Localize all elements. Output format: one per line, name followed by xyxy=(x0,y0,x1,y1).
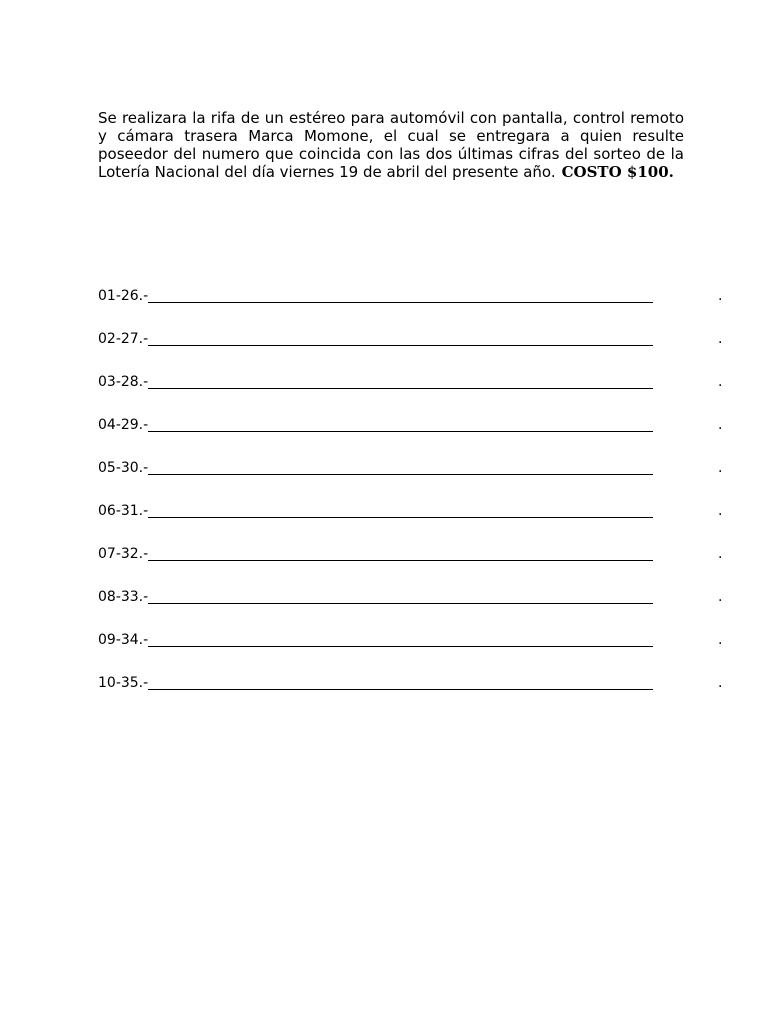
ticket-row xyxy=(98,457,723,500)
ticket-row xyxy=(98,629,723,672)
ticket-number: 03-28.- xyxy=(98,374,149,390)
ticket-row xyxy=(98,414,723,457)
ticket-number: 06-31.- xyxy=(98,503,149,519)
name-line xyxy=(148,560,653,561)
name-line xyxy=(148,388,653,389)
ticket-number: 07-32.- xyxy=(98,546,149,562)
raffle-description xyxy=(98,109,684,181)
row-end-mark: . xyxy=(718,546,723,562)
row-end-mark: . xyxy=(718,589,723,605)
name-line xyxy=(148,646,653,647)
ticket-row xyxy=(98,543,723,586)
ticket-number: 04-29.- xyxy=(98,417,149,433)
ticket-list xyxy=(98,285,723,715)
name-line xyxy=(148,345,653,346)
row-end-mark: . xyxy=(718,331,723,347)
row-end-mark: . xyxy=(718,460,723,476)
row-end-mark: . xyxy=(718,675,723,691)
name-line xyxy=(148,474,653,475)
name-line xyxy=(148,302,653,303)
row-end-mark: . xyxy=(718,503,723,519)
cost-label: COSTO $100. xyxy=(561,163,674,181)
name-line xyxy=(148,517,653,518)
row-end-mark: . xyxy=(718,632,723,648)
ticket-number: 05-30.- xyxy=(98,460,149,476)
ticket-row xyxy=(98,328,723,371)
row-end-mark: . xyxy=(718,374,723,390)
description-text: Se realizara la rifa de un estéreo para automóvil con pantalla, control remoto y cámara trasera Marca Momone, el cual se entregara a quien resulte poseedor del numero que coincida con las dos últimas cifras del sorteo de la Lotería Nacional del día viernes 19 de abril del presente año. xyxy=(98,109,684,181)
ticket-number: 01-26.- xyxy=(98,288,149,304)
name-line xyxy=(148,431,653,432)
ticket-number: 02-27.- xyxy=(98,331,149,347)
row-end-mark: . xyxy=(718,288,723,304)
ticket-number: 08-33.- xyxy=(98,589,149,605)
ticket-row xyxy=(98,500,723,543)
ticket-row xyxy=(98,672,723,715)
ticket-number: 10-35.- xyxy=(98,675,149,691)
ticket-row xyxy=(98,285,723,328)
name-line xyxy=(148,603,653,604)
ticket-number: 09-34.- xyxy=(98,632,149,648)
row-end-mark: . xyxy=(718,417,723,433)
ticket-row xyxy=(98,371,723,414)
name-line xyxy=(148,689,653,690)
ticket-row xyxy=(98,586,723,629)
